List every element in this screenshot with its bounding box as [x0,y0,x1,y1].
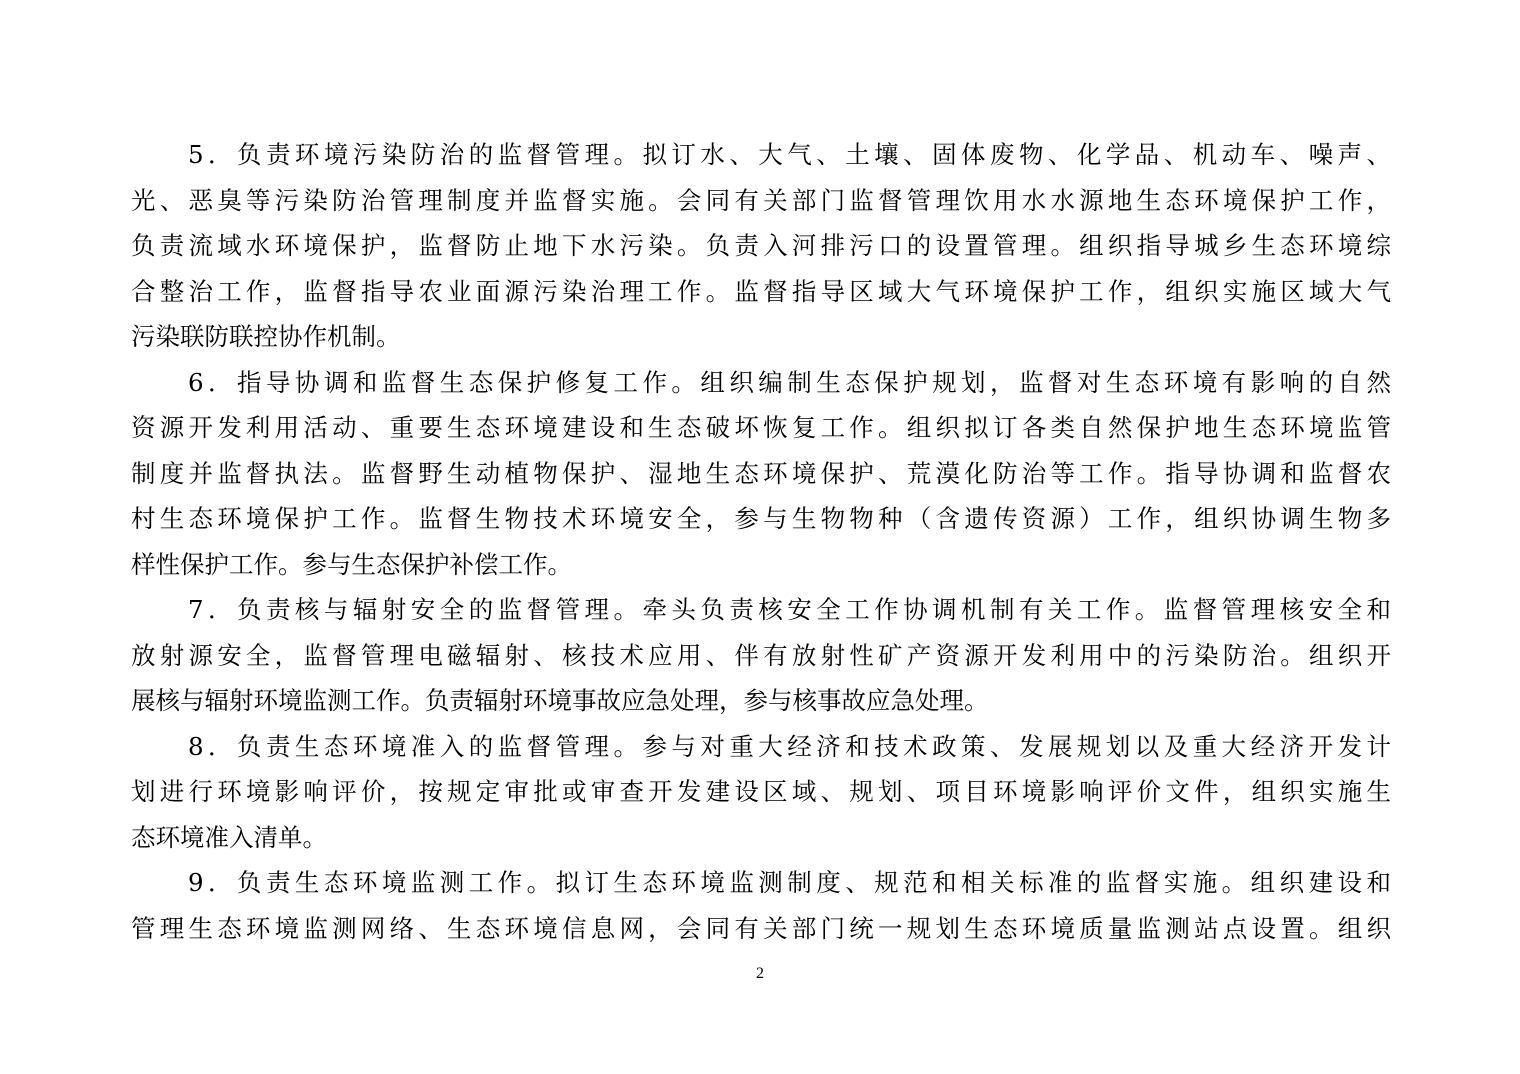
text-line: 样性保护工作。参与生态保护补偿工作。 [131,549,572,579]
text-line: 6．指导协调和监督生态保护修复工作。组织编制生态保护规划，监督对生态环境有影响的自然 [188,367,1391,397]
text-line: 光、恶臭等污染防治管理制度并监督实施。会同有关部门监督管理饮用水水源地生态环境保护工作， [131,185,1391,215]
text-line: 管理生态环境监测网络、生态环境信息网，会同有关部门统一规划生态环境质量监测站点设置。组织 [131,913,1391,943]
text-line: 制度并监督执法。监督野生动植物保护、湿地生态环境保护、荒漠化防治等工作。指导协调和监督农 [131,458,1391,488]
paragraph-item-7 [131,587,1391,724]
text-line: 态环境准入清单。 [131,822,327,852]
text-line: 放射源安全，监督管理电磁辐射、核技术应用、伴有放射性矿产资源开发利用中的污染防治。组织开 [131,640,1391,670]
text-line: 污染联防联控协作机制。 [131,322,401,351]
text-line: 7．负责核与辐射安全的监督管理。牵头负责核安全工作协调机制有关工作。监督管理核安全和 [188,595,1391,624]
paragraph-item-8 [131,724,1391,861]
paragraph-item-5 [131,132,1391,360]
text-line: 8．负责生态环境准入的监督管理。参与对重大经济和技术政策、发展规划以及重大经济开发计 [188,731,1391,761]
paragraph-item-6 [131,360,1391,588]
text-line: 合整治工作，监督指导农业面源污染治理工作。监督指导区域大气环境保护工作，组织实施区域大气 [131,276,1391,306]
text-line: 村生态环境保护工作。监督生物技术环境安全，参与生物物种（含遗传资源）工作，组织协调生物多 [131,504,1391,533]
document-body [131,132,1391,951]
paragraph-item-9 [131,860,1391,951]
text-line: 划进行环境影响评价，按规定审批或审查开发建设区域、规划、项目环境影响评价文件，组织实施生 [131,777,1391,806]
text-line: 展核与辐射环境监测工作。负责辐射环境事故应急处理，参与核事故应急处理。 [131,686,989,715]
text-line: 资源开发利用活动、重要生态环境建设和生态破坏恢复工作。组织拟订各类自然保护地生态环境监管 [131,413,1391,442]
page-number: 2 [756,965,764,982]
text-line: 9．负责生态环境监测工作。拟订生态环境监测制度、规范和相关标准的监督实施。组织建设和 [188,868,1391,897]
text-line: 5．负责环境污染防治的监督管理。拟订水、大气、土壤、固体废物、化学品、机动车、噪声、 [188,140,1391,169]
text-line: 负责流域水环境保护，监督防止地下水污染。负责入河排污口的设置管理。组织指导城乡生态环境综 [131,231,1391,260]
